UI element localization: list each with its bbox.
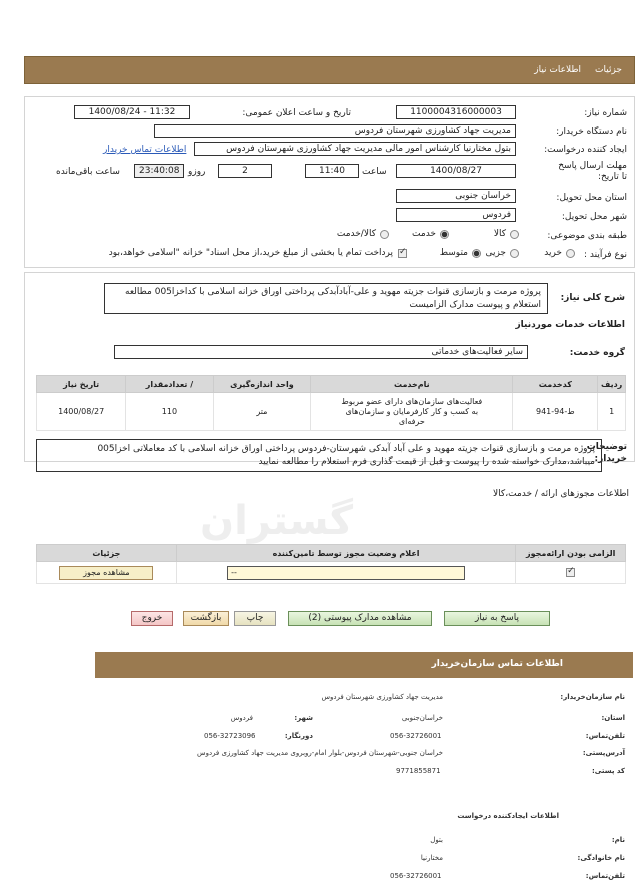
back-button[interactable]: بازگشت [183, 611, 229, 626]
deadline-time-field: 11:40 [305, 164, 359, 178]
page-header-bar [24, 56, 635, 84]
contact-address-value: خراسان جنوبی-شهرستان فردوس-بلوار امام-روبروی مدیریت جهاد کشاورزی فردوس [197, 749, 443, 757]
payment-note: ✓ پرداخت تمام یا بخشی از مبلغ خرید،از محل اسناد" خزانه "اسلامی خواهد،بود [109, 248, 407, 258]
permits-table-header [37, 545, 626, 562]
buyer-contact-link[interactable]: اطلاعات تماس خریدار [103, 145, 187, 155]
contact-province-value: خراسان‌جنوبی [401, 714, 443, 722]
col-service-code: کدخدمت [513, 376, 598, 393]
buyer-notes-label: توضیحات خریدار: [586, 442, 627, 464]
province-label: استان محل تحویل: [556, 193, 627, 203]
summary-text: پروژه مرمت و بازسازی قنوات جزیته مهوید و علی-آبادآبدکی پرداختی اوراق خزانه اسلامی با کداخزا005 مطالعه استعلام و پیوست مدارک الزامیست [104, 283, 548, 314]
need-number-field: 1100004316000003 [396, 105, 516, 119]
col-row: ردیف [598, 376, 626, 393]
col-quantity: / تعداد‌مقدار [126, 376, 213, 393]
cell-unit: متر [213, 393, 311, 431]
services-table [36, 375, 626, 431]
announce-field: 1400/08/24 - 11:32 [74, 105, 190, 119]
creator-phone-value: 056-32726001 [390, 872, 442, 880]
contact-city-label: شهر: [294, 714, 313, 722]
creator-family-value: مختارنیا [420, 854, 443, 862]
category-goods-radio[interactable] [510, 230, 519, 239]
permits-title: اطلاعات مجوزهای ارائه / خدمت،کالا [493, 489, 629, 499]
contact-phone-label: تلفن‌تماس: [585, 732, 625, 740]
col-permit-details: جزئیات [37, 545, 177, 562]
col-unit: واحد اندازه‌گیری [213, 376, 311, 393]
contact-city-value: فردوس [230, 714, 253, 722]
reply-button[interactable]: پاسخ به نیاز [444, 611, 550, 626]
cell-permit-details [37, 562, 177, 584]
col-permit-required: الزامی بودن ارائه‌مجوز [516, 545, 626, 562]
remaining-label: ساعت باقی‌مانده [56, 167, 120, 177]
days-field: 2 [218, 164, 272, 178]
contact-address-label: آدرس‌پستی: [582, 749, 625, 757]
col-permit-status: اعلام وضعیت مجوز توسط تامین‌کننده [176, 545, 516, 562]
cell-permit-status [176, 562, 516, 584]
col-service-name: نام‌خدمت [311, 376, 513, 393]
col-need-date: تاریخ نیاز [37, 376, 126, 393]
creator-info-title: اطلاعات ایجادکننده درخواست [457, 812, 559, 820]
category-goods-service-radio[interactable] [380, 230, 389, 239]
creator-name-value: بتول [430, 836, 443, 844]
service-group-label: گروه خدمت: [569, 348, 625, 358]
view-attachments-button[interactable]: مشاهده مدارک پیوستی (2) [288, 611, 432, 626]
category-goods-service-option[interactable]: کالا/خدمت [337, 229, 389, 239]
process-buy-option[interactable]: خرید [544, 248, 575, 258]
process-buy-radio[interactable] [566, 249, 575, 258]
category-goods-option[interactable]: کالا [494, 229, 519, 239]
permits-table [36, 544, 626, 584]
need-info-panel [24, 96, 635, 268]
remaining-time-field: 23:40:08 [134, 164, 184, 178]
view-permit-button[interactable]: مشاهده مجوز [59, 566, 153, 580]
time-label: ساعت [362, 167, 387, 177]
contact-org-label: نام سازمان‌خریدار: [560, 693, 625, 701]
payment-treasury-checkbox[interactable] [398, 249, 407, 258]
province-field: خراسان جنوبی [396, 189, 516, 203]
cell-row: 1 [598, 393, 626, 431]
breadcrumb-need-info[interactable]: اطلاعات نیاز [534, 65, 582, 75]
contact-org-value: مدیریت جهاد کشاورزی شهرستان فردوس [321, 693, 443, 701]
cell-permit-required [516, 562, 626, 584]
print-button[interactable]: چاپ [234, 611, 276, 626]
process-label: نوع فرآیند : [584, 250, 627, 260]
exit-button[interactable]: خروج [131, 611, 173, 626]
contact-header [95, 652, 633, 678]
summary-label: شرح کلی نیاز: [560, 293, 625, 303]
creator-field: بتول مختارنیا کارشناس امور مالی مدیریت جهاد کشاورزی شهرستان فردوس [194, 142, 516, 156]
services-table-header [37, 376, 626, 393]
city-label: شهر محل تحویل: [561, 212, 627, 222]
permit-status-field[interactable]: -- [227, 566, 465, 580]
creator-phone-label: تلفن‌تماس: [585, 872, 625, 880]
creator-label: ایجاد کننده درخواست: [544, 145, 627, 155]
contact-fax-label: دورنگار: [284, 732, 313, 740]
deadline-label: مهلت ارسال پاسخ تا تاریخ: [558, 161, 627, 182]
breadcrumb-details[interactable]: جزئیات [595, 65, 622, 75]
days-label: روزو [188, 167, 206, 177]
process-partial-option[interactable]: جزیی [485, 248, 519, 258]
contact-province-label: استان: [601, 714, 625, 722]
permit-required-checkbox [566, 568, 575, 577]
category-service-radio[interactable] [440, 230, 449, 239]
process-medium-option[interactable]: متوسط [440, 248, 481, 258]
service-group-field: سایر فعالیت‌های خدماتی [114, 345, 528, 359]
creator-family-label: نام خانوادگی: [577, 854, 625, 862]
buyer-notes-text: پروژه مرمت و بازسازی قنوات جزیته مهوید و علی آباد آبدکی شهرستان-فردوس پرداختی اوراق خزانه اسلامی با کد معاملاتی اخزا005 میباشد،مدارک خواسته شده را پیوست و قبل از قیمت گذاری فرم استعلام را مطالعه نمایید [36, 439, 602, 472]
announce-label: تاریخ و ساعت اعلان عمومی: [242, 108, 351, 118]
category-label: طبقه بندی موضوعی: [547, 231, 627, 241]
services-title: اطلاعات خدمات موردنیاز [515, 320, 625, 330]
cell-need-date: 1400/08/27 [37, 393, 126, 431]
cell-quantity: 110 [126, 393, 213, 431]
contact-postal-value: 9771855871 [396, 767, 441, 775]
table-row [37, 562, 626, 584]
table-row [37, 393, 626, 431]
deadline-date-field: 1400/08/27 [396, 164, 516, 178]
process-medium-radio[interactable] [472, 249, 481, 258]
contact-title: اطلاعات تماس سازمان‌خریدار [431, 659, 563, 669]
contact-phone-value: 056-32726001 [390, 732, 442, 740]
cell-service-code: ط-94-941 [513, 393, 598, 431]
cell-service-name: فعالیت‌های سازمان‌های دارای عضو مربوط به کسب و کار کارفرمایان و سازمان‌های حرفه‌ای [311, 393, 513, 431]
process-partial-radio[interactable] [510, 249, 519, 258]
buyer-org-label: نام دستگاه خریدار: [556, 127, 627, 137]
contact-postal-label: کد پستی: [591, 767, 625, 775]
buyer-org-field: مدیریت جهاد کشاورزی شهرستان فردوس [154, 124, 516, 138]
category-service-option[interactable]: خدمت [412, 229, 449, 239]
creator-name-label: نام: [611, 836, 625, 844]
need-number-label: شماره نیاز: [584, 108, 627, 118]
breadcrumb [534, 65, 622, 75]
watermark-text: گستران [200, 498, 354, 544]
contact-fax-value: 056-32723096 [204, 732, 256, 740]
city-field: فردوس [396, 208, 516, 222]
